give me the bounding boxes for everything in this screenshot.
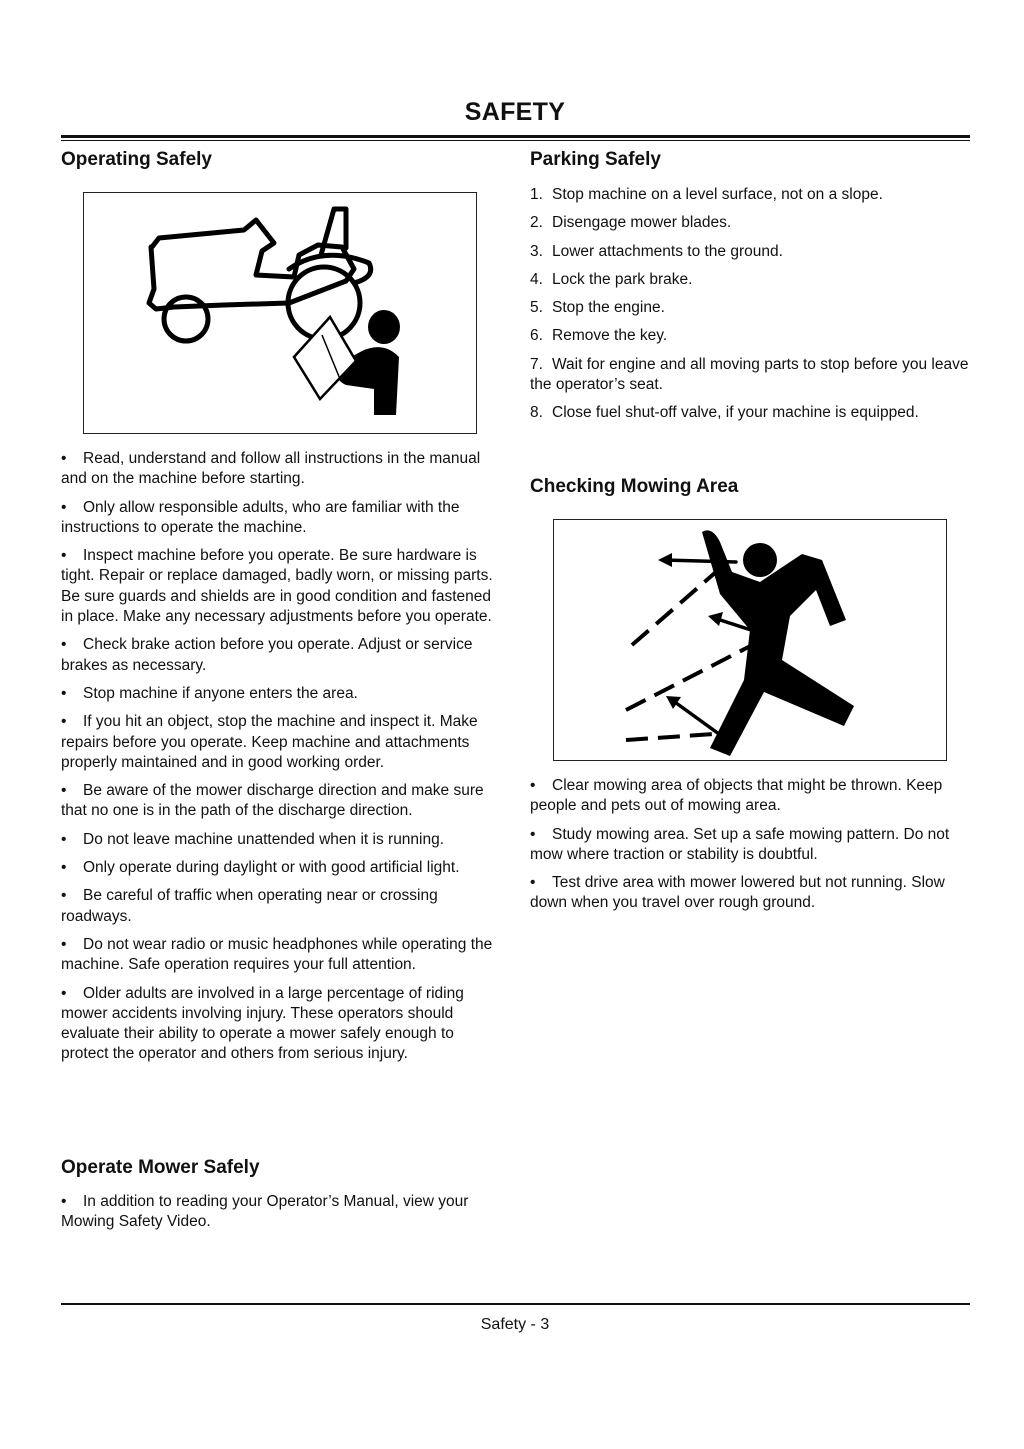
step-number: 4.: [530, 270, 543, 288]
list-item: [530, 403, 970, 423]
list-item: • Test drive area with mower lowered but not running. Slow down when you travel over rough ground.: [530, 873, 970, 914]
step-number: 5.: [530, 299, 543, 317]
list-item: • Stop machine if anyone enters the area.: [61, 684, 501, 704]
parking-safely-heading: Parking Safely: [530, 149, 661, 170]
page-number: Safety - 3: [480, 1316, 550, 1333]
header-rule-thin: [61, 140, 970, 141]
mowing-area-list: [530, 776, 970, 922]
list-item: • If you hit an object, stop the machine and inspect it. Make repairs before you operate. Keep machine and attachments properly maintained and in good working order.: [61, 712, 501, 773]
step-text: Stop machine on a level surface, not on a slope.: [552, 186, 883, 203]
list-item: • Only allow responsible adults, who are familiar with the instructions to operate the machine.: [61, 498, 501, 539]
list-item: • Clear mowing area of objects that might be thrown. Keep people and pets out of mowing area.: [530, 776, 970, 817]
parking-steps-list: [530, 185, 970, 432]
checking-mowing-area-heading: Checking Mowing Area: [530, 476, 739, 497]
step-number: 8.: [530, 404, 543, 422]
tractor-operator-reading-manual-icon: [84, 193, 475, 432]
step-text: Lower attachments to the ground.: [552, 242, 783, 260]
list-item: [530, 298, 970, 318]
header-rule-thick: [61, 135, 970, 138]
list-item: [530, 355, 970, 396]
operate-mower-safely-heading: Operate Mower Safely: [61, 1157, 260, 1178]
step-text: Wait for engine and all moving parts to stop before you leave the operator’s seat.: [530, 355, 969, 394]
step-text: Remove the key.: [552, 327, 668, 345]
step-text: Disengage mower blades.: [552, 214, 732, 232]
footer-rule: [61, 1303, 970, 1305]
list-item: • Only operate during daylight or with good artificial light.: [61, 858, 501, 878]
step-text: Close fuel shut-off valve, if your machine is equipped.: [552, 404, 919, 422]
read-manual-illustration: [83, 192, 477, 434]
list-item: • Be aware of the mower discharge direction and make sure that no one is in the path of the discharge direction.: [61, 781, 501, 822]
list-item: • Be careful of traffic when operating near or crossing roadways.: [61, 886, 501, 927]
list-item: • Check brake action before you operate. Adjust or service brakes as necessary.: [61, 635, 501, 676]
list-item: • Do not leave machine unattended when it is running.: [61, 830, 501, 850]
step-text: Stop the engine.: [552, 299, 665, 317]
list-item: [530, 326, 970, 346]
operating-safely-heading: Operating Safely: [61, 149, 212, 170]
operate-mower-list: [61, 1192, 501, 1241]
list-item: [530, 270, 970, 290]
list-item: • Read, understand and follow all instructions in the manual and on the machine before starting.: [61, 449, 501, 490]
list-item: [530, 242, 970, 262]
step-number: 7.: [530, 355, 543, 373]
list-item: [530, 185, 970, 205]
step-number: 2.: [530, 214, 543, 232]
list-item: • Inspect machine before you operate. Be sure hardware is tight. Repair or replace damaged, badly worn, or missing parts. Be sure guards and shields are in good condition and fastened in place. Make any necessary adjustments before you operate.: [61, 546, 501, 627]
operating-safely-list: [61, 449, 501, 1073]
step-number: 3.: [530, 242, 543, 260]
list-item: • Older adults are involved in a large percentage of riding mower accidents involving injury. These operators should evaluate their ability to operate a mower safely enough to protect the operator and others from serious injury.: [61, 984, 501, 1065]
thrown-object-hazard-icon: [554, 520, 945, 759]
list-item: [530, 213, 970, 233]
page-title: SAFETY: [464, 98, 566, 126]
list-item: • Do not wear radio or music headphones while operating the machine. Safe operation requires your full attention.: [61, 935, 501, 976]
step-number: 1.: [530, 186, 543, 203]
step-number: 6.: [530, 327, 543, 345]
thrown-objects-illustration: [553, 519, 947, 761]
step-text: Lock the park brake.: [552, 270, 693, 288]
list-item: • Study mowing area. Set up a safe mowing pattern. Do not mow where traction or stability is doubtful.: [530, 825, 970, 866]
list-item: • In addition to reading your Operator’s Manual, view your Mowing Safety Video.: [61, 1192, 501, 1233]
